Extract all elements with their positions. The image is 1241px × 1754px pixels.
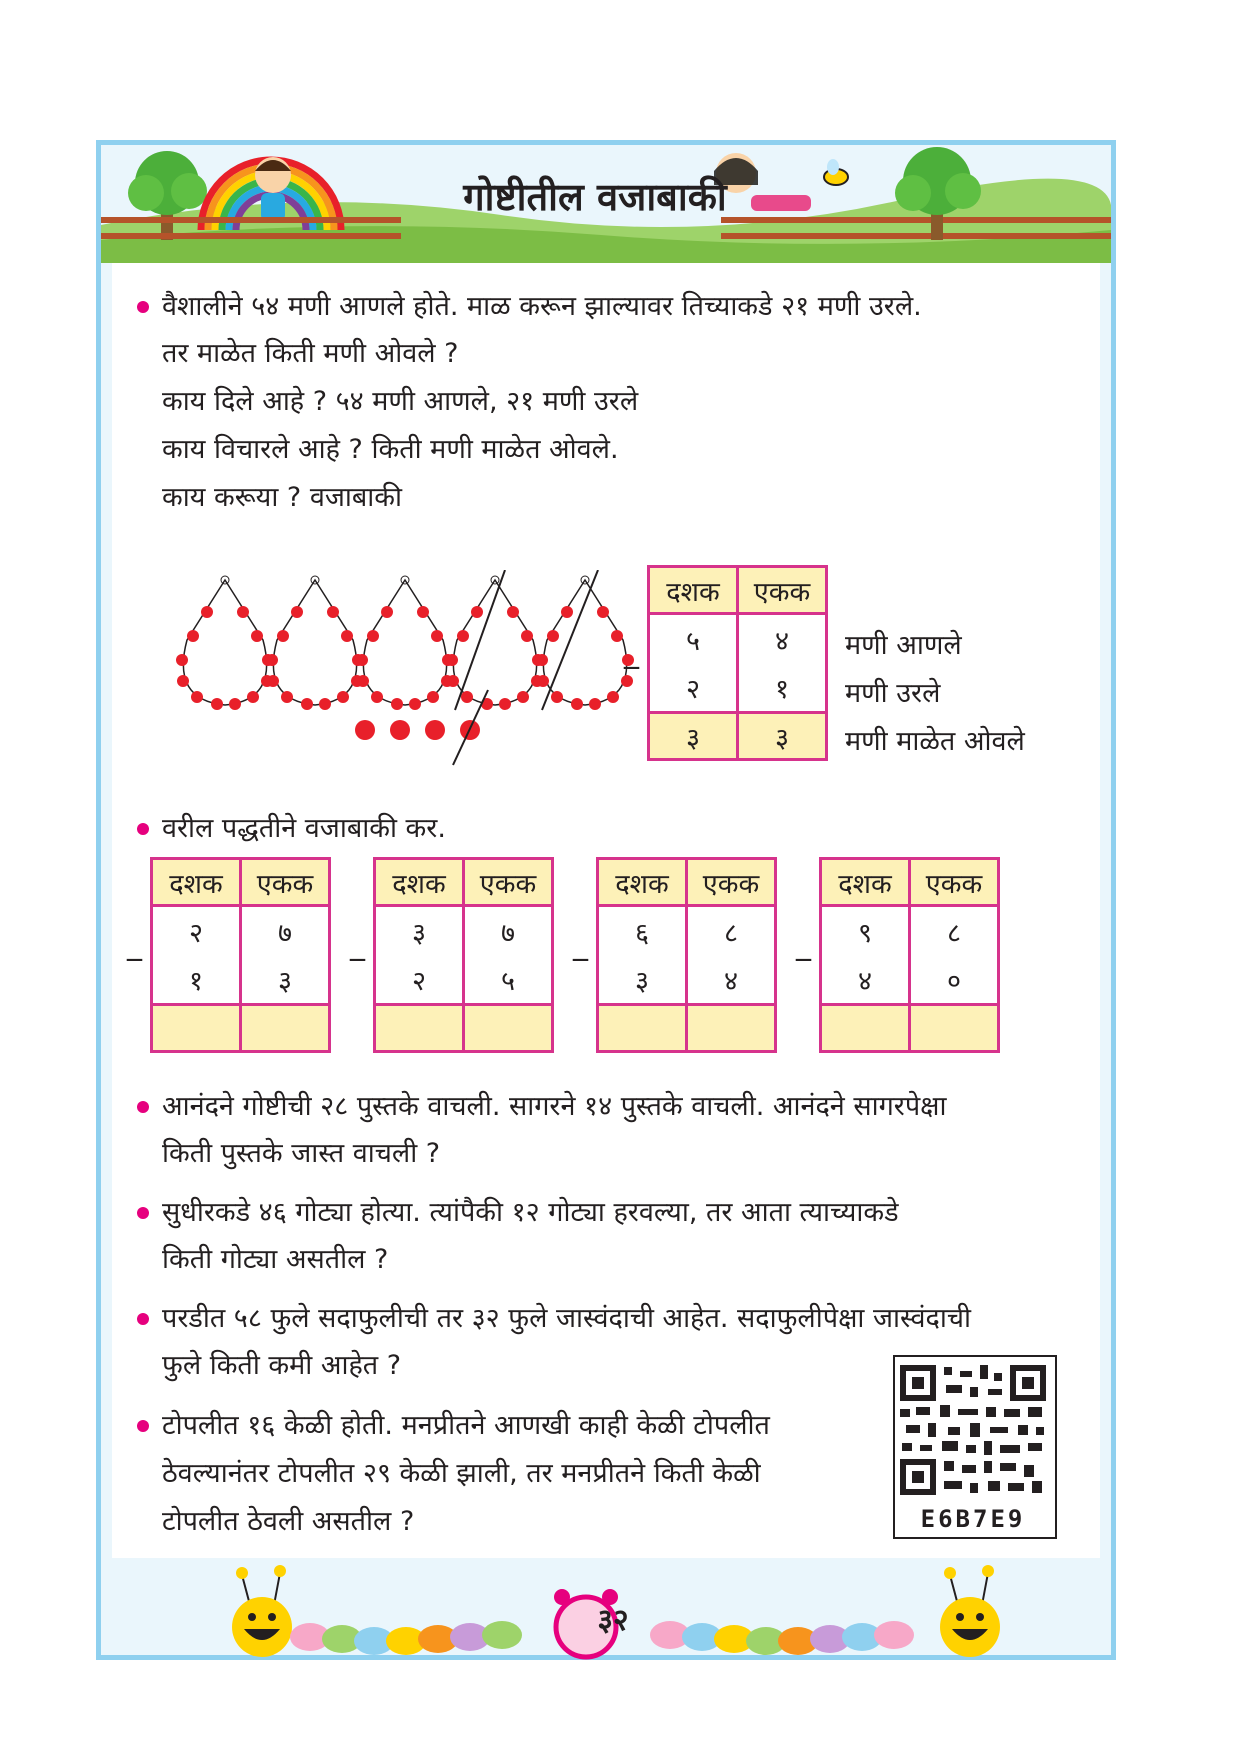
bullet-icon xyxy=(137,1207,149,1219)
loose-bead xyxy=(425,720,445,740)
units-cell: ० xyxy=(910,955,999,1005)
question-2-line2: किती गोट्या असतील ? xyxy=(162,1244,389,1275)
header-units: एकक xyxy=(687,859,776,906)
exercise-table-3 xyxy=(573,857,777,1053)
result-units: ३ xyxy=(738,713,827,760)
header-units: एकक xyxy=(738,567,827,614)
page-number: ३२ xyxy=(597,1603,629,1638)
units-cell: ३ xyxy=(241,955,330,1005)
caterpillar-left-icon xyxy=(232,1565,292,1657)
answer-units-input[interactable] xyxy=(241,1005,330,1052)
question-3-line2: फुले किती कमी आहेत ? xyxy=(162,1350,402,1381)
problem1-given: काय दिले आहे ? ५४ मणी आणले, २१ मणी उरले xyxy=(162,386,639,417)
tens-cell: _ ५ xyxy=(649,614,738,664)
loose-bead xyxy=(390,720,410,740)
units-cell: ७ xyxy=(241,906,330,956)
bullet-icon xyxy=(137,1313,149,1325)
tens-cell: १ xyxy=(152,955,241,1005)
units-cell: १ xyxy=(738,663,827,713)
exercise-instruction: वरील पद्धतीने वजाबाकी कर. xyxy=(162,813,446,844)
result-tens: ३ xyxy=(649,713,738,760)
question-4-line2: ठेवल्यानंतर टोपलीत २९ केळी झाली, तर मनप्रीतने किती केळी xyxy=(162,1458,761,1489)
answer-units-input[interactable] xyxy=(464,1005,553,1052)
bead-necklaces xyxy=(170,570,650,790)
question-1-line1: आनंदने गोष्टीची २८ पुस्तके वाचली. सागरने १४ पुस्तके वाचली. आनंदने सागरपेक्षा xyxy=(162,1091,947,1122)
label-strung: मणी माळेत ओवले xyxy=(845,726,1025,757)
necklace-icon xyxy=(356,576,454,710)
necklace-icon xyxy=(176,576,274,710)
minus-sign: _ xyxy=(796,927,811,962)
caterpillar-right-icon xyxy=(940,1565,1000,1657)
problem1-todo: काय करूया ? वजाबाकी xyxy=(162,482,403,513)
header-tens: दशक xyxy=(649,567,738,614)
problem1-line1: वैशालीने ५४ मणी आणले होते. माळ करून झाल्यावर तिच्याकडे २१ मणी उरले. xyxy=(162,291,922,322)
answer-tens-input[interactable] xyxy=(821,1005,910,1052)
tens-cell: _ ३ xyxy=(375,906,464,956)
answer-tens-input[interactable] xyxy=(375,1005,464,1052)
page-title: गोष्टीतील वजाबाकी xyxy=(463,175,727,219)
question-4-line1: टोपलीत १६ केळी होती. मनप्रीतने आणखी काही केळी टोपलीत xyxy=(162,1410,770,1441)
header-units: एकक xyxy=(910,859,999,906)
problem1-line2: तर माळेत किती मणी ओवले ? xyxy=(162,338,459,369)
question-2-line1: सुधीरकडे ४६ गोट्या होत्या. त्यांपैकी १२ गोट्या हरवल्या, तर आता त्याच्याकडे xyxy=(162,1197,899,1228)
loose-bead xyxy=(355,720,375,740)
problem1-asked: काय विचारले आहे ? किती मणी माळेत ओवले. xyxy=(162,434,619,465)
label-brought: मणी आणले xyxy=(845,630,962,661)
minus-sign: _ xyxy=(350,927,365,962)
minus-sign: _ xyxy=(127,927,142,962)
bullet-icon xyxy=(137,301,149,313)
header-tens: दशक xyxy=(375,859,464,906)
bullet-icon xyxy=(137,1101,149,1113)
tens-cell: २ xyxy=(375,955,464,1005)
exercise-table-4 xyxy=(796,857,1000,1053)
question-1-line2: किती पुस्तके जास्त वाचली ? xyxy=(162,1138,441,1169)
example-table xyxy=(624,565,828,761)
header-tens: दशक xyxy=(821,859,910,906)
tens-cell: _ ६ xyxy=(598,906,687,956)
header-tens: दशक xyxy=(152,859,241,906)
header-units: एकक xyxy=(241,859,330,906)
header-units: एकक xyxy=(464,859,553,906)
tens-cell: _ ९ xyxy=(821,906,910,956)
tens-cell: २ xyxy=(649,663,738,713)
exercise-table-2 xyxy=(350,857,554,1053)
label-remaining: मणी उरले xyxy=(845,678,941,709)
tens-cell: ३ xyxy=(598,955,687,1005)
units-cell: ८ xyxy=(687,906,776,956)
header-tens: दशक xyxy=(598,859,687,906)
question-4-line3: टोपलीत ठेवली असतील ? xyxy=(162,1506,415,1537)
necklace-icon xyxy=(266,576,364,710)
exercise-table-1 xyxy=(127,857,331,1053)
units-cell: ४ xyxy=(687,955,776,1005)
answer-units-input[interactable] xyxy=(910,1005,999,1052)
minus-sign: _ xyxy=(624,635,639,670)
tens-cell: ४ xyxy=(821,955,910,1005)
minus-sign: _ xyxy=(573,927,588,962)
bee-icon xyxy=(824,159,848,185)
bullet-icon xyxy=(137,1420,149,1432)
units-cell: ५ xyxy=(464,955,553,1005)
tens-cell: _ २ xyxy=(152,906,241,956)
qr-code-label: E6B7E9 xyxy=(920,1505,1026,1533)
answer-tens-input[interactable] xyxy=(598,1005,687,1052)
question-3-line1: परडीत ५८ फुले सदाफुलीची तर ३२ फुले जास्वंदाची आहेत. सदाफुलीपेक्षा जास्वंदाची xyxy=(162,1303,972,1334)
units-cell: ४ xyxy=(738,614,827,664)
bullet-icon xyxy=(137,823,149,835)
answer-tens-input[interactable] xyxy=(152,1005,241,1052)
units-cell: ७ xyxy=(464,906,553,956)
answer-units-input[interactable] xyxy=(687,1005,776,1052)
units-cell: ८ xyxy=(910,906,999,956)
qr-code-icon xyxy=(900,1365,1046,1495)
